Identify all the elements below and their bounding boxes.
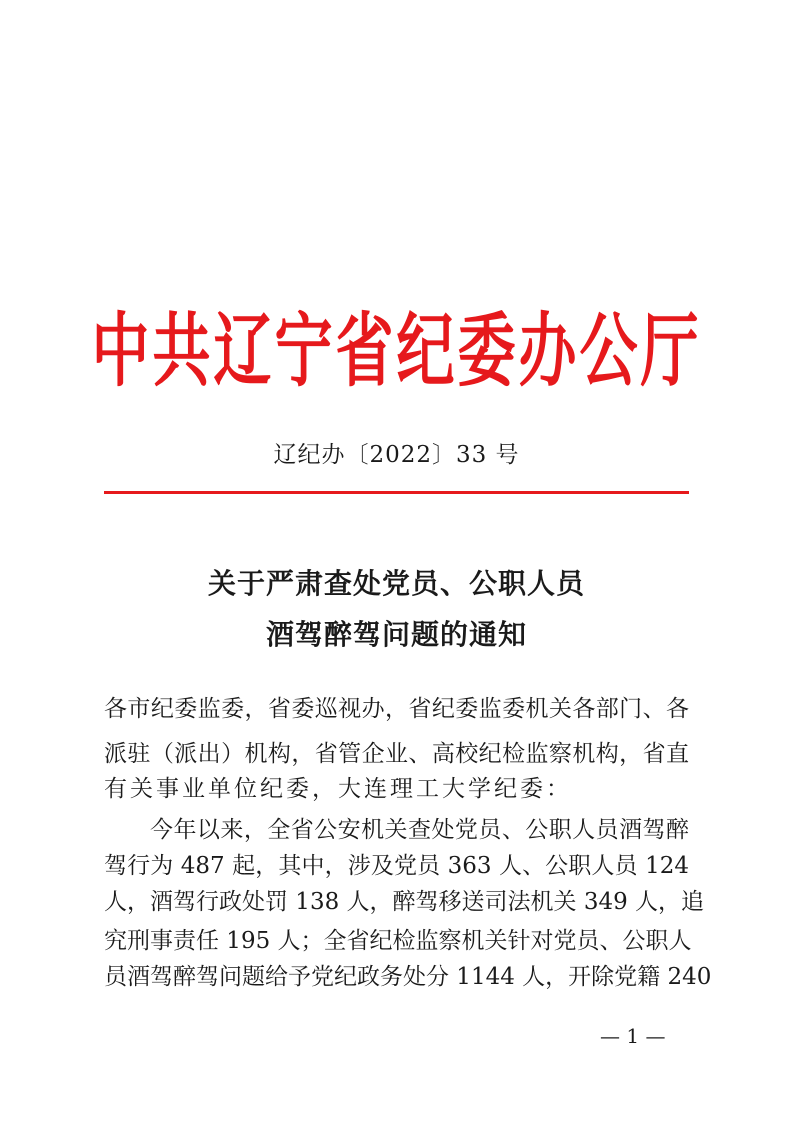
document-title-line-1: 关于严肃查处党员、公职人员	[207, 567, 585, 600]
addressee-line: 派驻（派出）机构，省管企业、高校纪检监察机构，省直	[104, 741, 689, 767]
page-number: — 1 —	[600, 1024, 666, 1048]
paragraph-line: 驾行为 487 起，其中，涉及党员 363 人、公职人员 124	[104, 853, 689, 879]
document-title-line-2: 酒驾醉驾问题的通知	[265, 618, 527, 651]
paragraph-line: 今年以来，全省公安机关查处党员、公职人员酒驾醉	[150, 817, 689, 843]
document-number: 辽纪办〔2022〕33 号	[273, 442, 520, 468]
paragraph-line: 究刑事责任 195 人；全省纪检监察机关针对党员、公职人	[104, 928, 692, 954]
masthead-title: 中共辽宁省纪委办公厅	[91, 303, 702, 398]
paragraph-line: 人，酒驾行政处罚 138 人，醉驾移送司法机关 349 人，追	[104, 889, 705, 915]
red-divider-line	[104, 491, 689, 494]
addressee-line: 有关事业单位纪委，大连理工大学纪委：	[104, 776, 572, 802]
paragraph-line: 员酒驾醉驾问题给予党纪政务处分 1144 人，开除党籍 240	[104, 964, 712, 990]
addressee-line: 各市纪委监委，省委巡视办，省纪委监委机关各部门、各	[104, 696, 689, 722]
masthead	[91, 292, 702, 398]
